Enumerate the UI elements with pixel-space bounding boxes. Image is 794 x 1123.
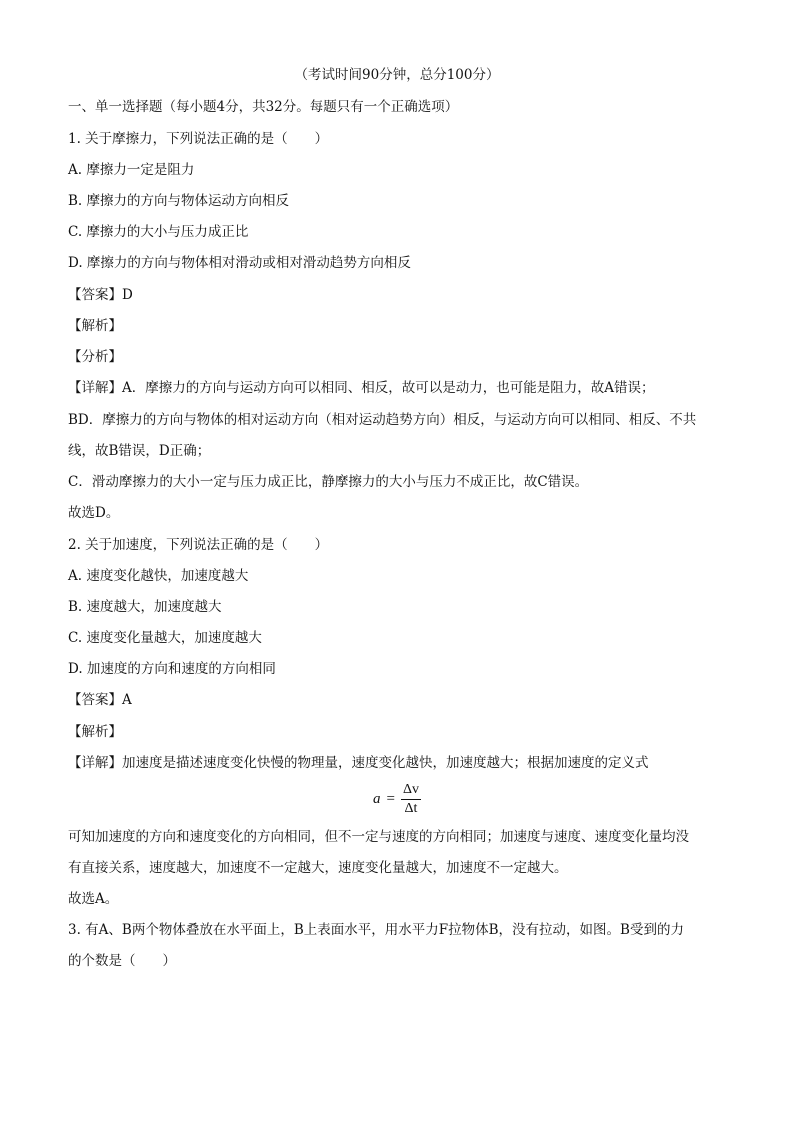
formula-fraction (401, 781, 421, 818)
q2-stem: 2. 关于加速度，下列说法正确的是（ ） (68, 537, 329, 553)
q1-option-d: D. 摩擦力的方向与物体相对滑动或相对滑动趋势方向相反 (68, 255, 411, 271)
q2-detail-line-1: 【详解】加速度是描述速度变化快慢的物理量，速度变化越快，加速度越大；根据加速度的定义式 (68, 755, 649, 771)
q1-fenxi-heading: 【分析】 (68, 349, 122, 365)
q1-stem: 1. 关于摩擦力，下列说法正确的是（ ） (68, 131, 329, 147)
q2-detail-line-3: 有直接关系，速度越大，加速度不一定越大，速度变化量越大，加速度不一定越大。 (68, 860, 568, 876)
q2-analysis-heading: 【解析】 (68, 724, 122, 740)
q1-option-c: C. 摩擦力的大小与压力成正比 (68, 224, 249, 240)
q2-detail-line-2: 可知加速度的方向和速度变化的方向相同，但不一定与速度的方向相同；加速度与速度、速度变化量均没 (68, 829, 689, 845)
q1-detail-line-1: 【详解】A．摩擦力的方向与运动方向可以相同、相反，故可以是动力，也可能是阻力，故A错误； (68, 380, 655, 396)
q2-option-d: D. 加速度的方向和速度的方向相同 (68, 661, 276, 677)
q1-option-b: B. 摩擦力的方向与物体运动方向相反 (68, 193, 290, 209)
q1-detail-line-4: C．滑动摩擦力的大小一定与压力成正比，静摩擦力的大小与压力不成正比，故C错误。 (68, 474, 589, 490)
q1-detail-line-3: 线，故B错误，D正确； (68, 443, 211, 459)
q1-detail-line-2: BD．摩擦力的方向与物体的相对运动方向（相对运动趋势方向）相反，与运动方向可以相同、相反、不共 (68, 412, 697, 428)
q1-conclusion: 故选D。 (68, 505, 120, 521)
q3-stem-line-2: 的个数是（ ） (68, 953, 176, 969)
formula-equals: = (386, 790, 395, 807)
q1-option-a: A. 摩擦力一定是阻力 (68, 162, 195, 178)
exam-info: （考试时间90分钟，总分100分） (294, 67, 500, 83)
formula-numerator: Δv (401, 781, 421, 800)
q1-answer: 【答案】D (68, 287, 133, 303)
formula-denominator: Δt (404, 800, 418, 816)
section-title: 一、单一选择题（每小题4分，共32分。每题只有一个正确选项） (68, 99, 459, 115)
q2-option-b: B. 速度越大，加速度越大 (68, 599, 222, 615)
formula-lhs: a (373, 790, 381, 807)
q1-analysis-heading: 【解析】 (68, 318, 122, 334)
q2-option-c: C. 速度变化量越大，加速度越大 (68, 630, 262, 646)
q2-answer: 【答案】A (68, 692, 132, 708)
q2-option-a: A. 速度变化越快，加速度越大 (68, 568, 249, 584)
q3-stem-line-1: 3. 有A、B两个物体叠放在水平面上，B上表面水平，用水平力F拉物体B，没有拉动，如图。B受到的力 (68, 922, 684, 938)
q2-conclusion: 故选A。 (68, 891, 119, 907)
acceleration-formula (0, 778, 794, 820)
